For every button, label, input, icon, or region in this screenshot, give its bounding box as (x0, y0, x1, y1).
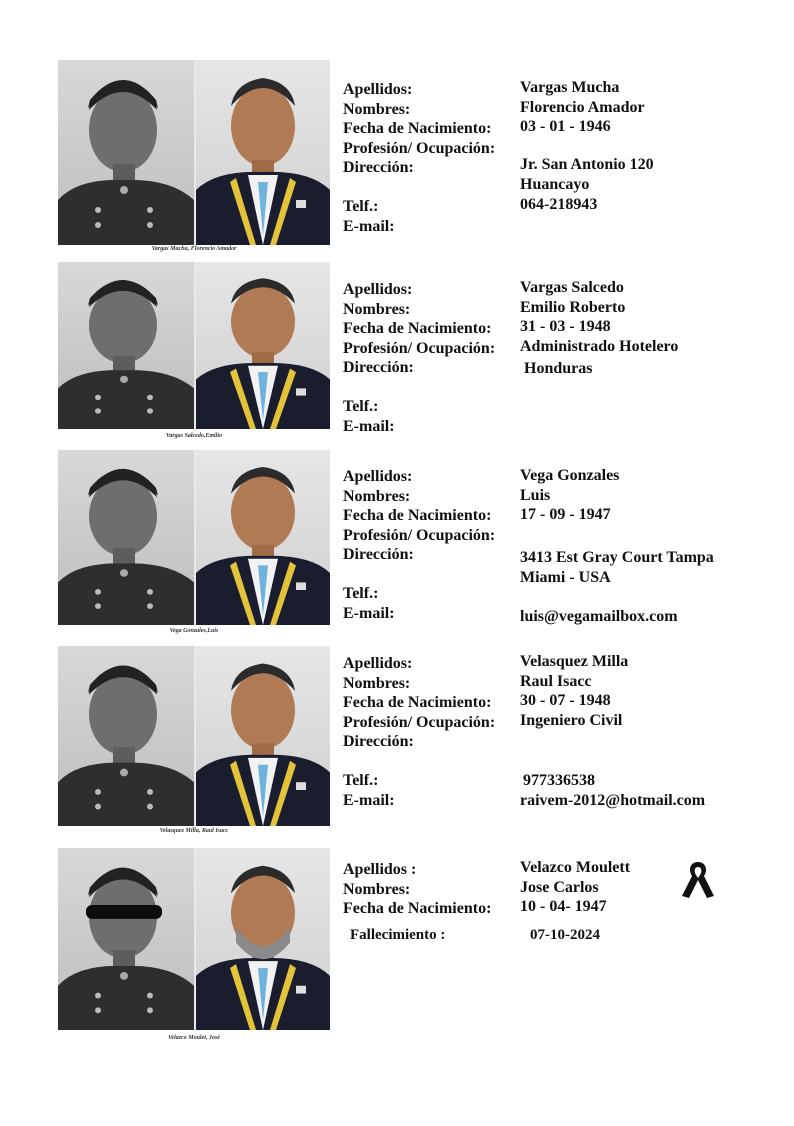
value-fecha: 10 - 04- 1947 (520, 898, 607, 915)
value-email (520, 418, 678, 438)
label-direccion: Dirección: (343, 159, 414, 176)
value-fecha: 30 - 07 - 1948 (520, 692, 611, 709)
label-email: E-mail: (343, 604, 395, 622)
value-email (520, 214, 654, 234)
value-telf (520, 587, 714, 607)
value-direccion-1 (520, 730, 705, 750)
value-profesion: Ingeniero Civil (520, 711, 623, 729)
label-apellidos: Apellidos: (343, 468, 413, 485)
cadet-photo (58, 450, 194, 625)
cadet-photo (58, 646, 194, 826)
label-fecha: Fecha de Nacimiento: (343, 320, 492, 337)
black-ribbon-icon (680, 858, 716, 900)
photo-caption: Velasquez Milla, Raul Isacc (159, 828, 229, 834)
label-nombres: Nombres: (343, 674, 411, 692)
field-labels (343, 860, 491, 919)
value-email: luis@vegamailbox.com (520, 607, 678, 625)
field-values (520, 466, 714, 626)
label-apellidos: Apellidos: (343, 281, 413, 298)
field-labels (343, 280, 495, 436)
photo-pair (58, 646, 330, 826)
value-fecha: 17 - 09 - 1947 (520, 506, 611, 523)
label-fecha: Fecha de Nacimiento: (343, 507, 492, 524)
label-telf: Telf.: (343, 198, 379, 215)
cadet-photo (58, 848, 194, 1030)
label-fecha: Fecha de Nacimiento: (343, 900, 492, 917)
label-email: E-mail: (343, 217, 395, 235)
value-direccion-2 (520, 750, 705, 770)
value-fallecimiento: 07-10-2024 (530, 927, 600, 943)
field-labels (343, 80, 495, 236)
label-profesion: Profesión/ Ocupación: (343, 713, 496, 731)
value-direccion-1: 3413 Est Gray Court Tampa (520, 549, 714, 566)
label-direccion: Dirección: (343, 359, 414, 376)
label-apellidos: Apellidos: (343, 81, 413, 98)
cadet-photo (58, 60, 194, 245)
value-profesion (520, 137, 654, 157)
field-values (520, 652, 705, 810)
value-direccion-2 (520, 379, 678, 399)
value-apellidos: Velazco Moulett (520, 859, 631, 876)
portrait-photo (196, 848, 330, 1030)
label-nombres: Nombres: (343, 300, 411, 318)
photo-pair (58, 848, 330, 1030)
label-telf: Telf.: (343, 398, 379, 415)
label-fecha: Fecha de Nacimiento: (343, 120, 492, 137)
value-apellidos: Vega Gonzales (520, 467, 620, 484)
label-nombres: Nombres: (343, 880, 411, 898)
label-telf: Telf.: (343, 772, 379, 789)
field-values (520, 78, 654, 234)
label-email: E-mail: (343, 791, 395, 809)
label-email: E-mail: (343, 417, 395, 435)
field-labels (343, 467, 495, 623)
label-apellidos: Apellidos: (343, 655, 413, 672)
label-fallecimiento: Fallecimiento : (350, 927, 446, 943)
label-telf: Telf.: (343, 585, 379, 602)
value-profesion (520, 525, 714, 545)
value-nombres: Emilio Roberto (520, 298, 626, 316)
portrait-photo (196, 450, 330, 625)
value-nombres: Jose Carlos (520, 878, 599, 896)
value-telf (520, 398, 678, 418)
label-profesion: Profesión/ Ocupación: (343, 339, 496, 357)
label-nombres: Nombres: (343, 487, 411, 505)
label-profesion: Profesión/ Ocupación: (343, 139, 496, 157)
label-nombres: Nombres: (343, 100, 411, 118)
value-nombres: Florencio Amador (520, 98, 645, 116)
value-fecha: 03 - 01 - 1946 (520, 118, 611, 135)
value-profesion: Administrado Hotelero (520, 337, 679, 355)
value-fecha: 31 - 03 - 1948 (520, 318, 611, 335)
value-direccion-1: Jr. San Antonio 120 (520, 156, 654, 173)
value-telf: 064-218943 (520, 195, 598, 213)
photo-caption: Velazco Moulet, José (168, 1035, 220, 1041)
label-fecha: Fecha de Nacimiento: (343, 694, 492, 711)
cadet-photo (58, 262, 194, 429)
value-email: raivem-2012@hotmail.com (520, 791, 706, 809)
photo-caption: Vargas Salcedo,Emilio (165, 433, 222, 439)
portrait-photo (196, 262, 330, 429)
portrait-photo (196, 646, 330, 826)
value-telf: 977336538 (523, 772, 595, 789)
photo-pair (58, 60, 330, 245)
value-apellidos: Velasquez Milla (520, 653, 629, 670)
label-apellidos: Apellidos : (343, 861, 417, 878)
value-apellidos: Vargas Mucha (520, 79, 620, 96)
label-direccion: Dirección: (343, 546, 414, 563)
field-values (520, 278, 678, 437)
photo-caption: Vargas Mucha, Florencio Amador (151, 246, 237, 252)
value-direccion-2: Huancayo (520, 176, 590, 193)
photo-pair (58, 450, 330, 625)
value-direccion-1: Honduras (524, 360, 593, 377)
label-direccion: Dirección: (343, 733, 414, 750)
photo-pair (58, 262, 330, 429)
field-values (520, 858, 630, 917)
value-nombres: Raul Isacc (520, 672, 592, 690)
field-labels (343, 654, 495, 810)
photo-caption: Vega Gonzales,Luis (169, 628, 219, 634)
value-direccion-2: Miami - USA (520, 568, 611, 586)
portrait-photo (196, 60, 330, 245)
value-apellidos: Vargas Salcedo (520, 279, 624, 296)
label-profesion: Profesión/ Ocupación: (343, 526, 496, 544)
value-nombres: Luis (520, 486, 551, 504)
